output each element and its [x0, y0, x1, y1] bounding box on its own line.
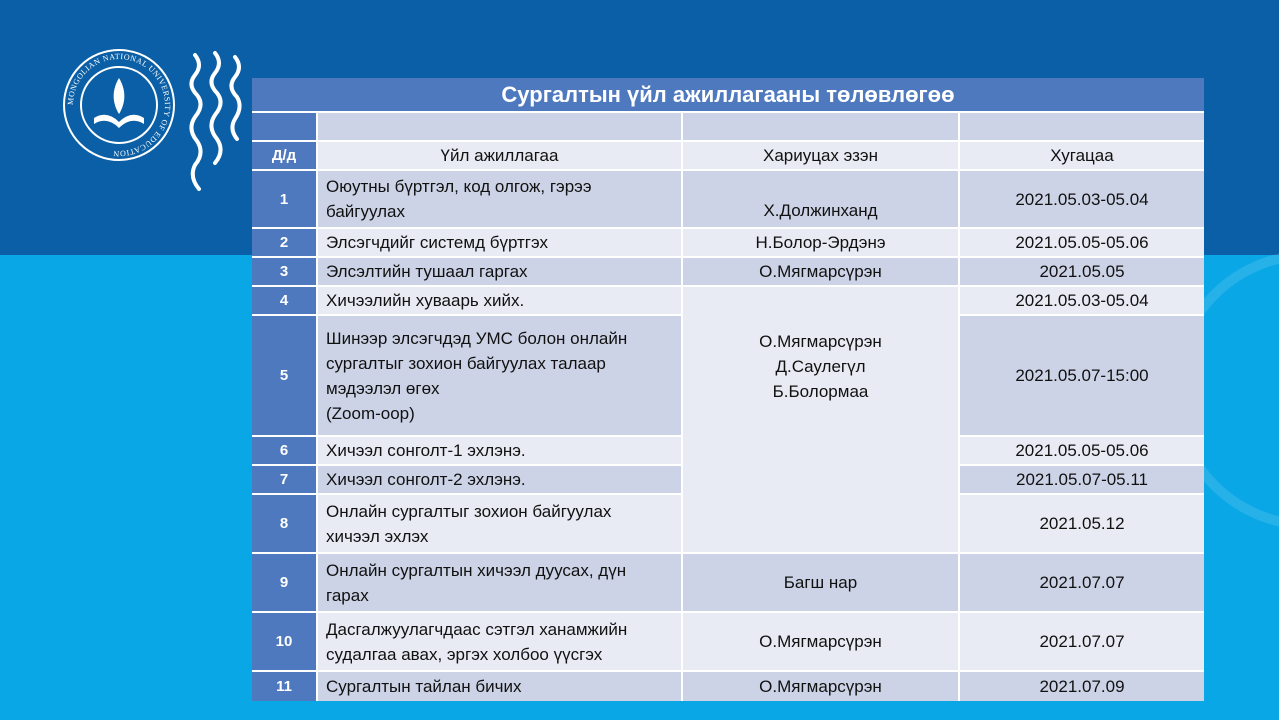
- blank-cell: [683, 113, 960, 142]
- header-responsible: Хариуцах эзэн: [683, 142, 960, 171]
- blank-cell: [960, 113, 1204, 142]
- deadline-cell: 2021.05.05-05.06: [960, 229, 1204, 258]
- deadline-cell: 2021.05.12: [960, 495, 1204, 554]
- activity-cell: Онлайн сургалтыг зохион байгуулах хичээл эхлэх: [318, 495, 683, 554]
- deadline-cell: 2021.05.05-05.06: [960, 437, 1204, 466]
- activity-cell: Онлайн сургалтын хичээл дуусах, дүн гарах: [318, 554, 683, 613]
- deadline-cell: 2021.05.07-15:00: [960, 316, 1204, 437]
- table-title: Сургалтын үйл ажиллагааны төлөвлөгөө: [252, 78, 1204, 113]
- header-activity: Үйл ажиллагаа: [318, 142, 683, 171]
- row-num: 7: [252, 466, 318, 495]
- activity-cell: Оюутны бүртгэл, код олгож, гэрээ байгуулах: [318, 171, 683, 229]
- activity-cell: Сургалтын тайлан бичих: [318, 672, 683, 701]
- activity-cell: Элсэгчдийг системд бүртгэх: [318, 229, 683, 258]
- deadline-cell: 2021.07.07: [960, 613, 1204, 672]
- blank-cell: [318, 113, 683, 142]
- deadline-cell: 2021.05.07-05.11: [960, 466, 1204, 495]
- activity-cell: Хичээлийн хуваарь хийх.: [318, 287, 683, 316]
- university-logo: [62, 48, 176, 162]
- deadline-cell: 2021.05.05: [960, 258, 1204, 287]
- row-num: 6: [252, 437, 318, 466]
- activity-cell: Хичээл сонголт-1 эхлэнэ.: [318, 437, 683, 466]
- row-num: 11: [252, 672, 318, 701]
- activity-cell: Элсэлтийн тушаал гаргах: [318, 258, 683, 287]
- mongolian-script-emblem: [185, 45, 247, 195]
- responsible-cell: Багш нар: [683, 554, 960, 613]
- row-num: 4: [252, 287, 318, 316]
- activity-cell: Шинээр элсэгчдэд УМС болон онлайн сургалтыг зохион байгуулах талаар мэдээлэл өгөх (Zoom-оор): [318, 316, 683, 437]
- deadline-cell: 2021.07.07: [960, 554, 1204, 613]
- row-num: 3: [252, 258, 318, 287]
- row-num: 5: [252, 316, 318, 437]
- deadline-cell: 2021.05.03-05.04: [960, 171, 1204, 229]
- row-num: 1: [252, 171, 318, 229]
- header-num: Д/д: [252, 142, 318, 171]
- responsible-cell: О.Мягмарсүрэн: [683, 258, 960, 287]
- deadline-cell: 2021.07.09: [960, 672, 1204, 701]
- activity-cell: Хичээл сонголт-2 эхлэнэ.: [318, 466, 683, 495]
- deadline-cell: 2021.05.03-05.04: [960, 287, 1204, 316]
- responsible-cell: О.Мягмарсүрэн: [683, 613, 960, 672]
- svg-text:MONGOLIAN NATIONAL UNIVERSITY: MONGOLIAN NATIONAL UNIVERSITY OF EDUCATION: [65, 51, 173, 159]
- row-num: 9: [252, 554, 318, 613]
- responsible-cell: Х.Должинханд: [683, 171, 960, 229]
- activity-cell: Дасгалжуулагчдаас сэтгэл ханамжийн судалгаа авах, эргэх холбоо үүсгэх: [318, 613, 683, 672]
- row-num: 2: [252, 229, 318, 258]
- responsible-cell: О.Мягмарсүрэн: [683, 672, 960, 701]
- responsible-merged-cell: О.Мягмарсүрэн Д.Саулегүл Б.Болормаа: [683, 287, 960, 554]
- responsible-cell: Н.Болор-Эрдэнэ: [683, 229, 960, 258]
- activity-plan-table: [252, 78, 1204, 701]
- row-num: 10: [252, 613, 318, 672]
- header-deadline: Хугацаа: [960, 142, 1204, 171]
- blank-cell: [252, 113, 318, 142]
- row-num: 8: [252, 495, 318, 554]
